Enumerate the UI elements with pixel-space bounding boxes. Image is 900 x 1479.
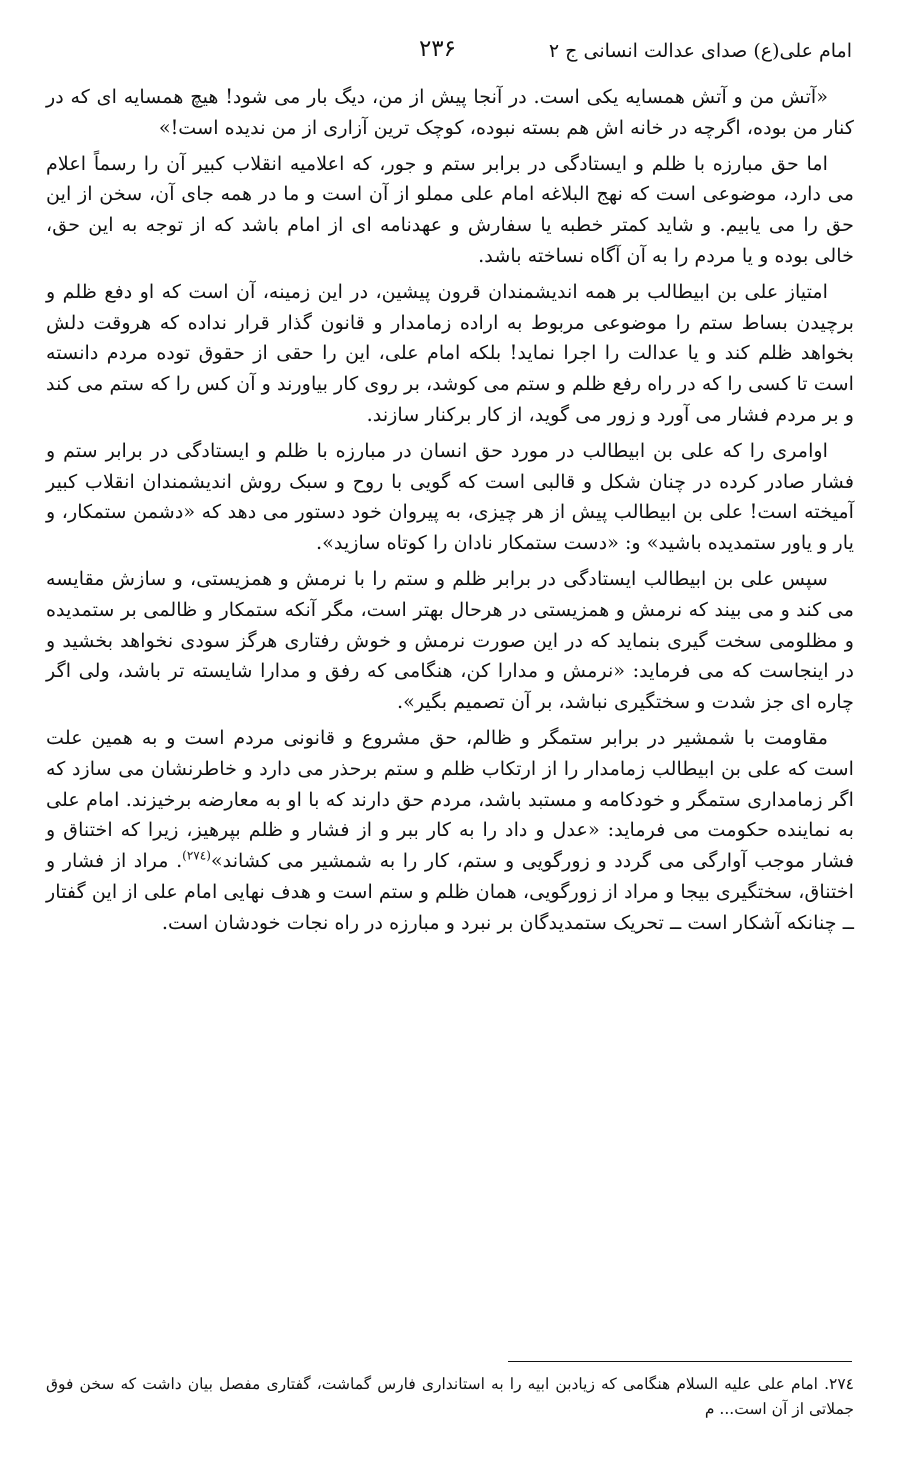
- paragraph-1: «آتش من و آتش همسایه یکی است. در آنجا پیش از من، دیگ بار می شود! هیچ همسایه ای که در کنار من بوده، اگرچه در خانه اش هم بسته نبوده، کوچک ترین آزاری از من ندیده است!»: [46, 85, 854, 139]
- footnote: ۲۷٤. امام علی علیه السلام هنگامی که زیادبن ابیه را به استانداری فارس گماشت، گفتاری مفصل بیان داشت که سخن فوق جملاتی از آن است... م: [46, 1375, 854, 1418]
- footnote-reference: (۲۷٤): [182, 848, 211, 863]
- running-header: [48, 36, 852, 72]
- paragraph-4: اوامری را که علی بن ابیطالب در مورد حق انسان در مبارزه با ظلم و ایستادگی در برابر ستم و فشار صادر کرده در چنان شکل و قالبی است که گویی با روح و سبک روش اندیشمندان انقلاب کبیر آمیخته است! علی بن ابیطالب پیش از هر چیزی، به پیروان خود دستور می دهد که «دشمن ستمکار، و یار و یاور ستمدیده باشید» و: «دست ستمکار نادان را کوتاه سازید».: [46, 438, 854, 555]
- paragraph-6-tail: . مراد از فشار و اختناق، سختگیری بیجا و مراد از زورگویی، همان ظلم و ستم است و هدف نهایی امام علی از این گفتار ــ چنانکه آشکار است ــ تحریک ستمدیدگان بر نبرد و مبارزه در راه نجات خودشان است.: [46, 849, 854, 934]
- paragraph-5: سپس علی بن ابیطالب ایستادگی در برابر ظلم و ستم را با نرمش و همزیستی، و سازش مقایسه می کند و می بیند که نرمش و همزیستی در هرحال بهتر است، مگر آنکه ستمکار و ظالمی بر ستمدیده و مظلومی سخت گیری بنماید که در این صورت نرمش و خوش رفتاری هرگز سودی نخواهد بخشید و در اینجاست که می فرماید: «نرمش و مدارا کن، هنگامی که رفق و مدارا شایسته تر باشد، ولی اگر چاره ای جز شدت و سختگیری نباشد، بر آن تصمیم بگیر».: [46, 566, 854, 714]
- page-number: ۲۳۶: [418, 36, 456, 62]
- footnote-divider: [508, 1361, 852, 1362]
- paragraph-6-text: مقاومت با شمشیر در برابر ستمگر و ظالم، حق مشروع و قانونی مردم است و به همین علت است که علی بن ابیطالب زمامدار را از ارتکاب ظلم و ستم برحذر می دارد و خاطرنشان می سازد که اگر زمامداری ستمگر و خودکامه و مستبد باشد، مردم حق دارند که با او به معارضه برخیزند. امام علی به نماینده حکومت می فرماید: «عدل و داد را به کار ببر و از فشار و ظلم بپرهیز، زیرا که اختناق و فشار موجب آوارگی می گردد و زورگویی و ستم، کار را به شمشیر می کشاند»: [46, 725, 854, 873]
- body-text: [46, 82, 854, 944]
- paragraph-2: اما حق مبارزه با ظلم و ایستادگی در برابر ستم و جور، که اعلامیه انقلاب کبیر آن را رسماً اعلام می دارد، موضوعی است که نهج البلاغه امام علی مملو از آن است و ما در همه جای آن، سخن از این حق را می یابیم. و شاید کمتر خطبه یا سفارش و عهدنامه ای از امام باشد که از توجه به این حق، خالی بوده و یا مردم را به آن آگاه نساخته باشد.: [46, 151, 854, 267]
- book-title: امام علی(ع) صدای عدالت انسانی ج ۲: [548, 40, 852, 62]
- paragraph-6: [46, 723, 854, 939]
- paragraph-3: امتیاز علی بن ابیطالب بر همه اندیشمندان قرون پیشین، در این زمینه، آن است که او دفع ظلم و برچیدن بساط ستم را موضوعی مربوط به اراده زمامدار و قانون گذار قرار نداده که هروقت دلش بخواهد ظلم کند و یا عدالت را اجرا نماید! بلکه امام علی، این را حقی از حقوق توده مردم دانسته است تا کسی را که در راه رفع ظلم و ستم می کوشد، بر روی کار بیاورند و آن کس را که ستم می کند و بر مردم فشار می آورد و زور می گوید، از کار برکنار سازند.: [46, 279, 854, 426]
